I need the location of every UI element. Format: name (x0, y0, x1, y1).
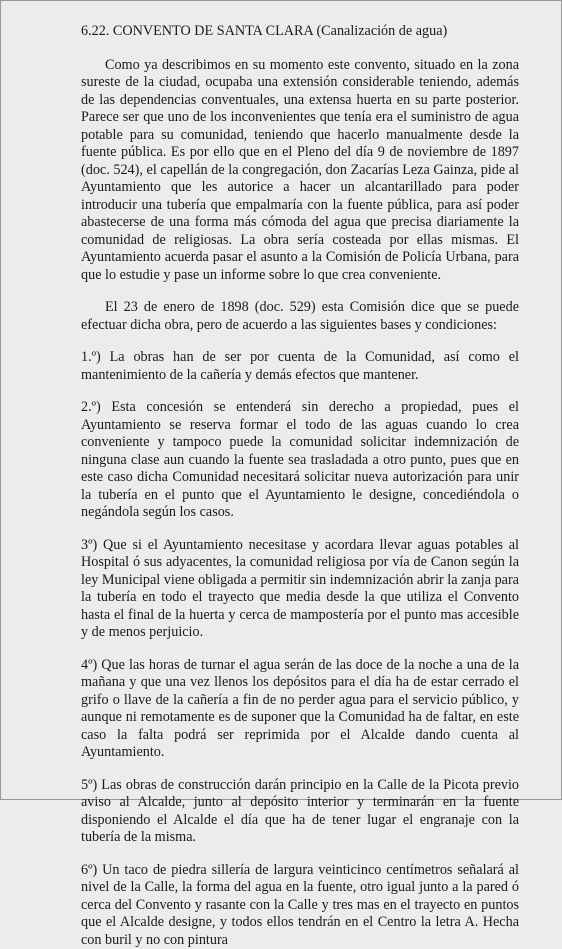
paragraph-intro: Como ya describimos en su momento este convento, situado en la zona sureste de la ciudad, ocupaba una extensión considerable teniendo, además de las dependencias conventuales, una extensa huerta en su parte posterior. Parece ser que uno de los inconvenientes que tenía era el suministro de agua potable para su comunidad, teniendo que hacerlo manualmente desde la fuente pública. Es por ello que en el Pleno del día 9 de noviembre de 1897 (doc. 524), el capellán de la congregación, don Zacarías Leza Gainza, pide al Ayuntamiento que les autorice a hacer un alcantarillado para poder introducir una tubería que empalmaría con la fuente pública, para así poder abastecerse de una forma más cómoda del agua que precisa diariamente la comunidad de religiosas. La obra sería costeada por ellas mismas. El Ayuntamiento acuerda pasar el asunto a la Comisión de Policía Urbana, para que lo estudie y pase un informe sobre lo que crea conveniente. (81, 57, 519, 285)
paragraph-commission: El 23 de enero de 1898 (doc. 529) esta Comisión dice que se puede efectuar dicha obra, pero de acuerdo a las siguientes bases y condiciones: (81, 299, 519, 334)
condition-3: 3º) Que si el Ayuntamiento necesitase y acordara llevar aguas potables al Hospital ó sus adyacentes, la comunidad religiosa por vía de Canon según la ley Municipal viene obligada a permitir sin indemnización abrir la zanja para la tubería en todo el trayecto que media desde la que utiliza el Convento hasta el final de la huerta y cerca de mampostería por el punto mas accesible y de menos perjuicio. (81, 537, 519, 642)
condition-5: 5º) Las obras de construcción darán principio en la Calle de la Picota previo aviso al Alcalde, junto al depósito interior y terminarán en la fuente disponiendo el Alcalde el día que ha de tener lugar el engranaje con la tubería de la misma. (81, 777, 519, 847)
condition-4: 4º) Que las horas de turnar el agua serán de las doce de la noche a una de la mañana y que una vez llenos los depósitos para el día ha de estar cerrado el grifo o llave de la cañería a fin de no perder agua para el servicio público, y aunque ni remotamente es de suponer que la Comunidad ha de faltar, en este caso la falta podrá ser reprimida por el Alcalde dando cuenta al Ayuntamiento. (81, 657, 519, 762)
condition-6: 6º) Un taco de piedra sillería de largura veinticinco centímetros señalará al nivel de la Calle, la forma del agua en la fuente, otro igual junto a la pared ó cerca del Convento y rasante con la Calle y tres mas en el trayecto en puntos que el Alcalde designe, y todos ellos tendrán en el Centro la letra A. Hecha con buril y no con pintura (81, 862, 519, 949)
section-title: 6.22. CONVENTO DE SANTA CLARA (Canalización de agua) (81, 23, 519, 41)
condition-2: 2.º) Esta concesión se entenderá sin derecho a propiedad, pues el Ayuntamiento se reserva formar el todo de las aguas cuando lo crea conveniente y tampoco puede la comunidad solicitar indemnización de ninguna clase aun cuando la fuente sea trasladada a otro punto, pues que en este caso dicha Comunidad necesitará solicitar nueva autorización para unir la tubería en el punto que el Ayuntamiento le designe, concediéndola o negándola según los casos. (81, 399, 519, 522)
condition-1: 1.º) La obras han de ser por cuenta de la Comunidad, así como el mantenimiento de la cañería y demás efectos que mantener. (81, 349, 519, 384)
